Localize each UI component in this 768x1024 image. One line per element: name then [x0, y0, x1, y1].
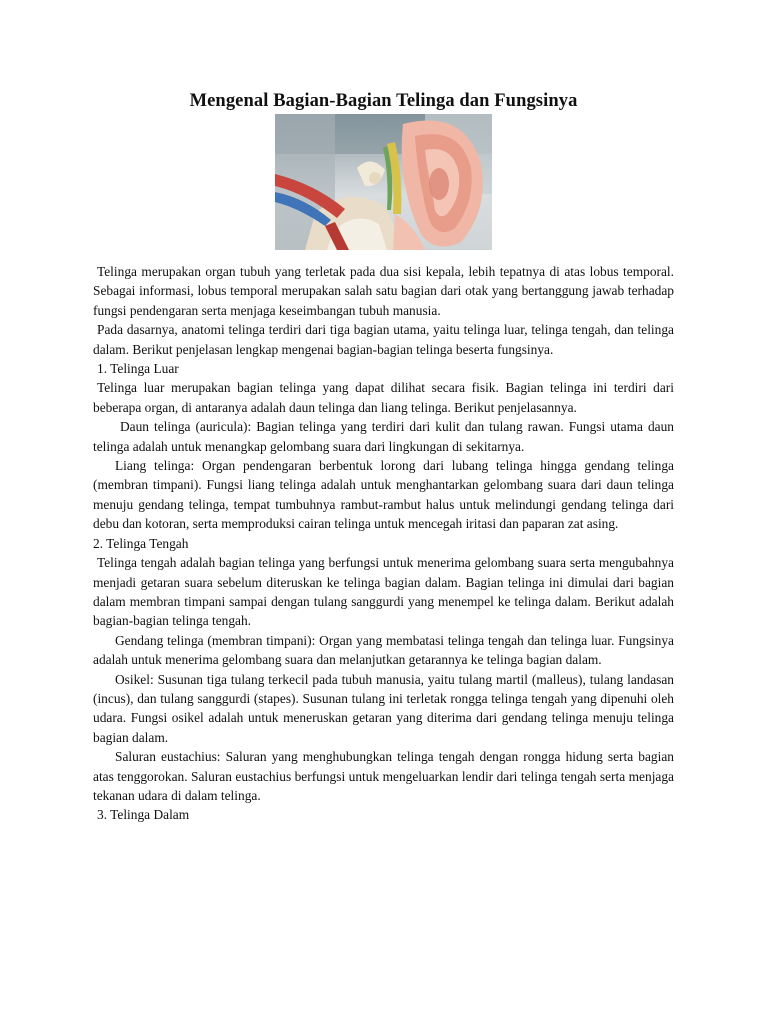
document-body	[93, 262, 674, 825]
paragraph-intro: Telinga merupakan organ tubuh yang terletak pada dua sisi kepala, lebih tepatnya di atas lobus temporal. Sebagai informasi, lobus temporal merupakan salah satu bagian dari otak yang bertanggung jawab terhadap fungsi pendengaran serta menjaga keseimbangan tubuh manusia.	[93, 264, 674, 318]
paragraph-outer-ear: Telinga luar merupakan bagian telinga yang dapat dilihat secara fisik. Bagian telinga ini terdiri dari beberapa organ, di antaranya adalah daun telinga dan liang telinga. Berikut penjelasannya.	[93, 380, 674, 415]
section-heading-inner-ear: 3. Telinga Dalam	[97, 807, 190, 823]
document-title: Mengenal Bagian-Bagian Telinga dan Fungsinya	[189, 91, 578, 111]
document-page	[93, 88, 674, 825]
paragraph-eustachian-tube: Saluran eustachius: Saluran yang menghubungkan telinga tengah dengan rongga hidung serta bagian atas tenggorokan. Saluran eustachius berfungsi untuk mengeluarkan lendir dari telinga tengah serta menjaga tekanan udara di dalam telinga.	[93, 749, 674, 803]
section-heading-middle-ear: 2. Telinga Tengah	[93, 535, 189, 551]
ear-model-illustration	[275, 114, 492, 250]
paragraph-ear-canal: Liang telinga: Organ pendengaran berbentuk lorong dari lubang telinga hingga gendang telinga (membran timpani). Fungsi liang telinga adalah untuk menghantarkan gelombang suara dari daun telinga menuju gendang telinga, tempat tumbuhnya rambut-rambut halus untuk melindungi gendang telinga dari debu dan kotoran, serta memproduksi cairan telinga untuk mencegah iritasi dan paparan zat asing.	[93, 458, 674, 532]
ear-anatomy-image	[275, 114, 492, 250]
paragraph-ossicles: Osikel: Susunan tiga tulang terkecil pada tubuh manusia, yaitu tulang martil (malleus), tulang landasan (incus), dan tulang sanggurdi (stapes). Susunan tulang ini terletak rongga telinga tengah yang dipenuhi oleh udara. Fungsi osikel adalah untuk meneruskan getaran yang diterima dari gendang telinga menuju telinga bagian dalam.	[93, 671, 674, 745]
paragraph-middle-ear: Telinga tengah adalah bagian telinga yang berfungsi untuk menerima gelombang suara serta mengubahnya menjadi getaran suara sebelum diteruskan ke telinga bagian dalam. Bagian telinga ini dimulai dari bagian dalam membran timpani sampai dengan tulang sanggurdi yang menempel ke telinga dalam. Berikut adalah bagian-bagian telinga tengah.	[93, 555, 674, 629]
paragraph-anatomy-overview: Pada dasarnya, anatomi telinga terdiri dari tiga bagian utama, yaitu telinga luar, telinga tengah, dan telinga dalam. Berikut penjelasan lengkap mengenai bagian-bagian telinga beserta fungsinya.	[93, 322, 674, 357]
paragraph-auricula: Daun telinga (auricula): Bagian telinga yang terdiri dari kulit dan tulang rawan. Fungsi utama daun telinga adalah untuk menangkap gelombang suara dari lingkungan di sekitarnya.	[93, 419, 674, 454]
section-heading-outer-ear: 1. Telinga Luar	[97, 361, 179, 377]
paragraph-eardrum: Gendang telinga (membran timpani): Organ yang membatasi telinga tengah dan telinga luar. Fungsinya adalah untuk menerima gelombang suara dan melanjutkan getarannya ke telinga bagian dalam.	[93, 632, 674, 668]
